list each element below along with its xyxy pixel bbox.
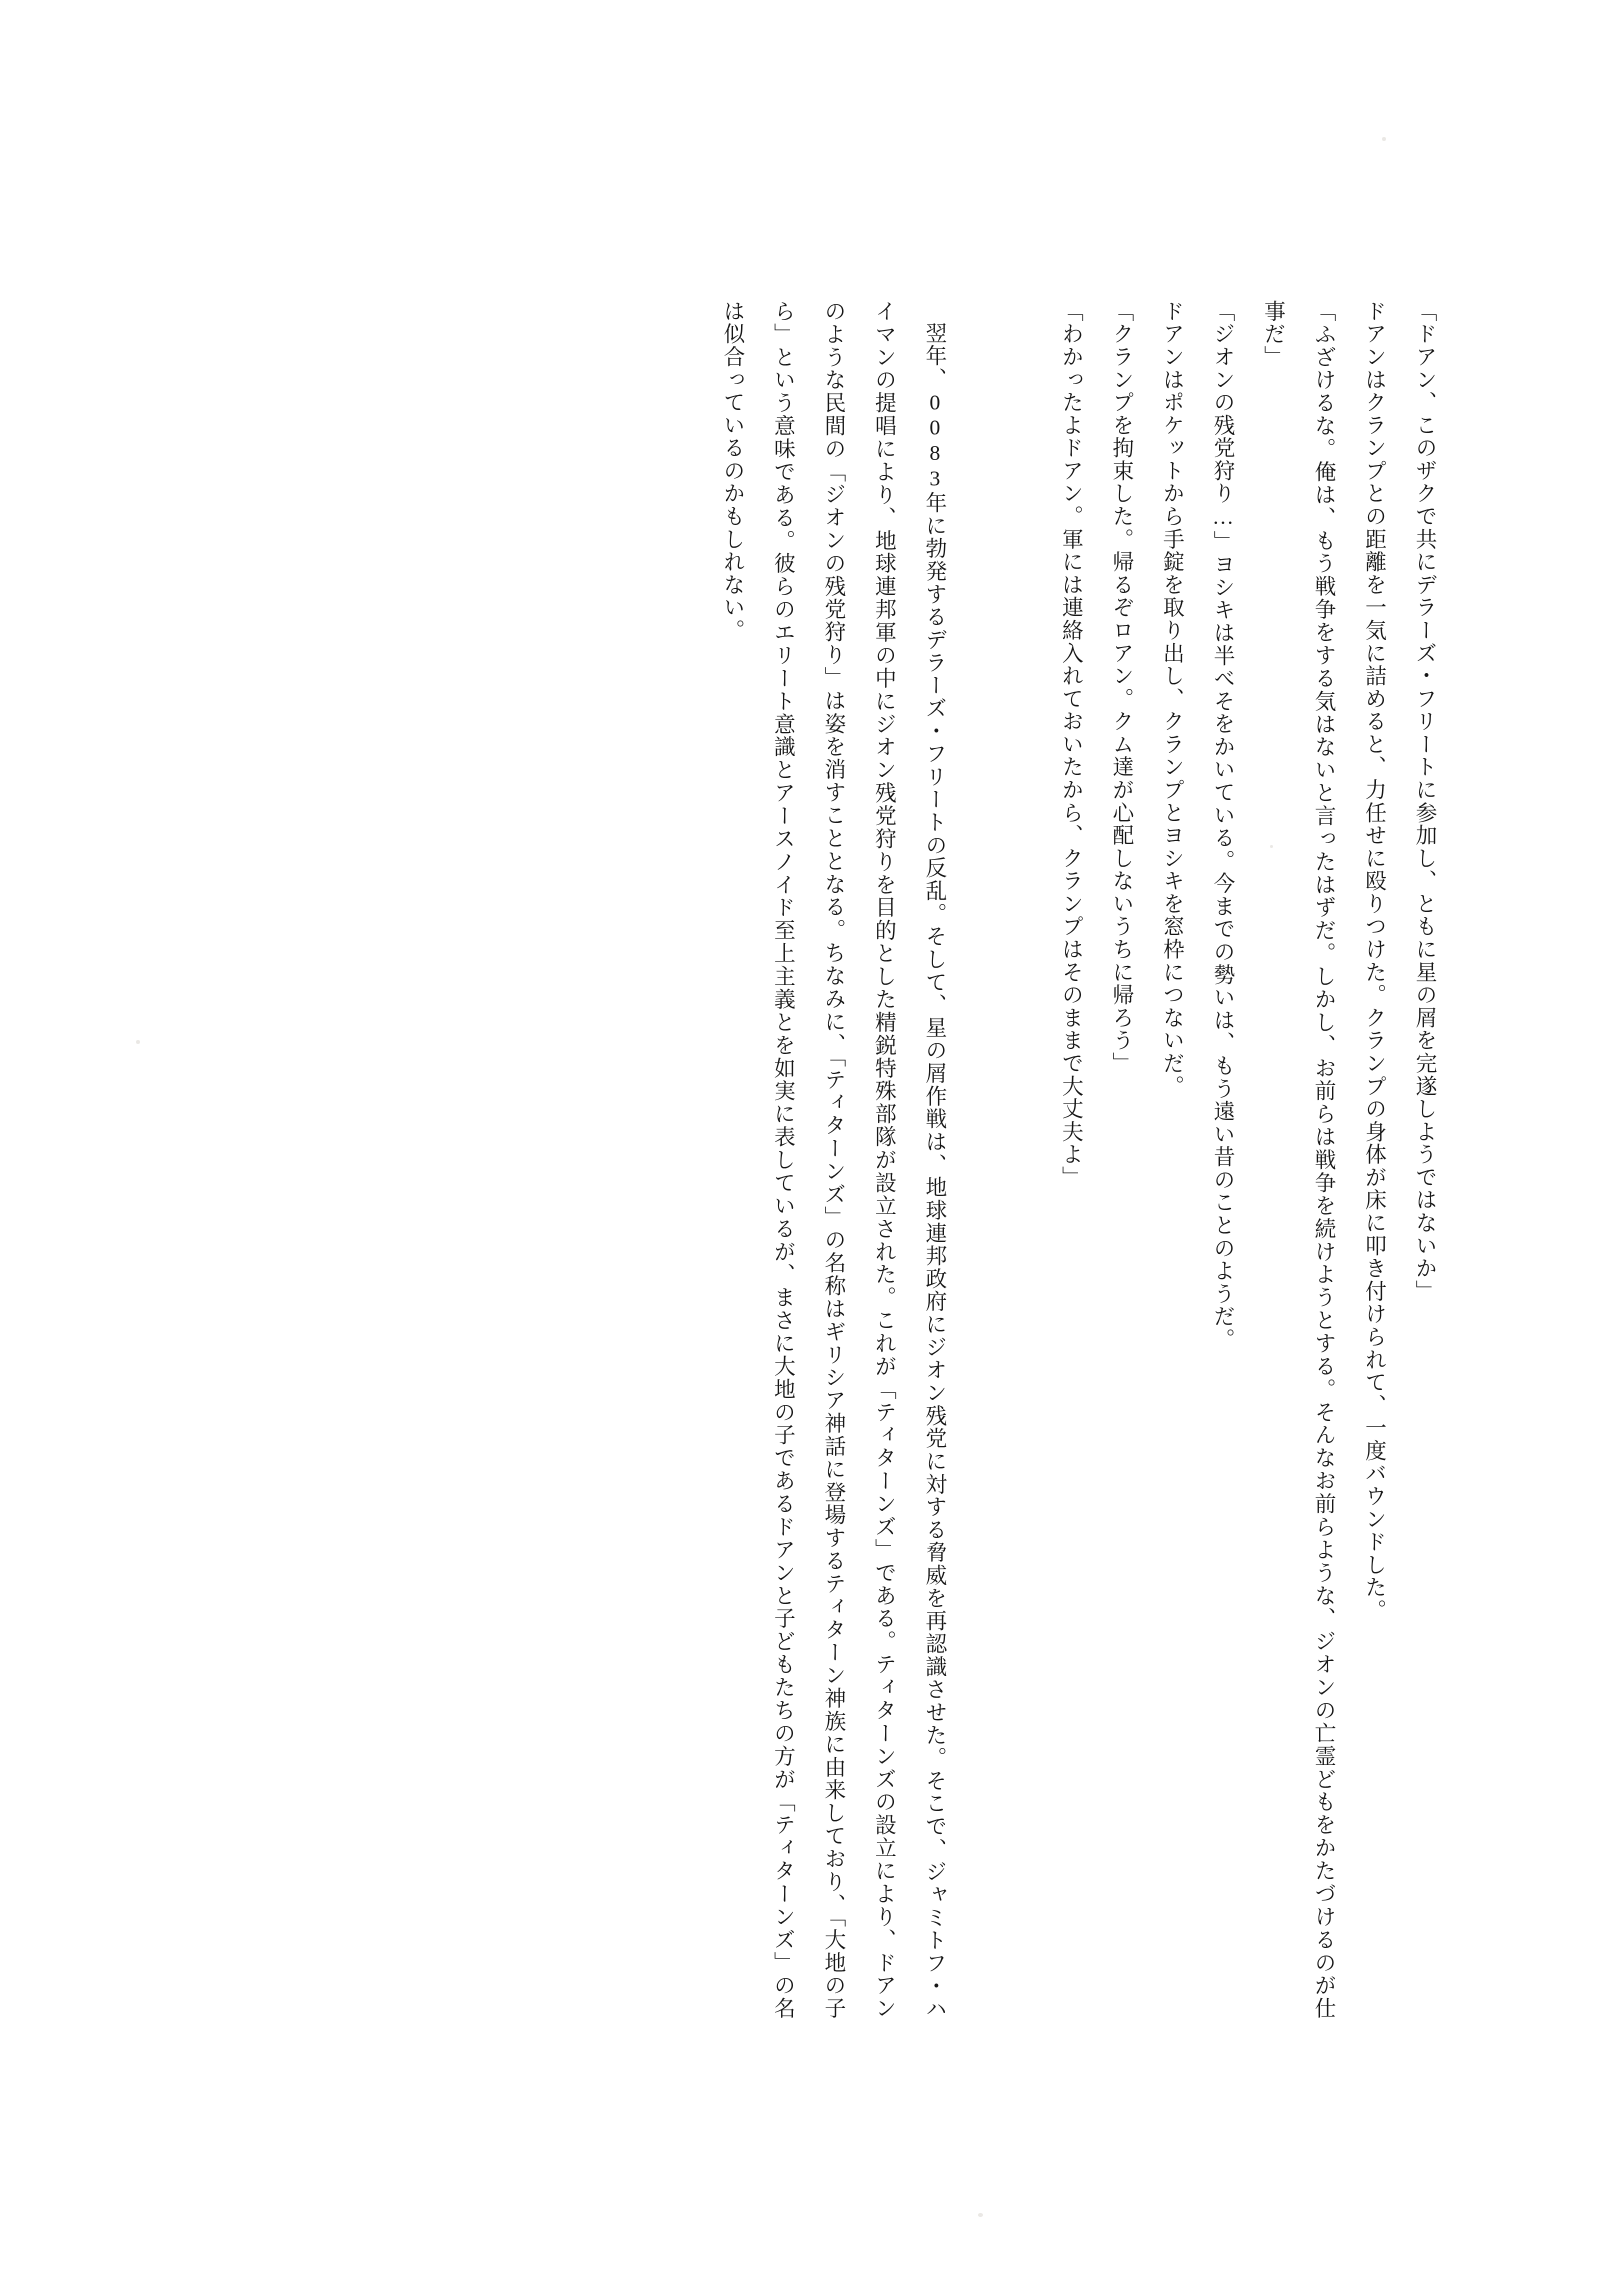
paper-speck [978,2213,983,2217]
paragraph: 「ふざけるな。俺は、もう戦争をする気はないと言ったはずだ。しかし、お前らは戦争を続けようとする。そんなお前らような、ジオンの亡霊どもをかたづけるのが仕事だ」 [1261,300,1336,2020]
paragraph: ドアンはクランプとの距離を一気に詰めると、力任せに殴りつけた。クランプの身体が床に叩き付けられて、一度バウンドした。 [1362,300,1387,1622]
paper-speck [136,1040,140,1044]
paragraph: 「わかったよドアン。軍には連絡入れておいたから、クランプはそのままで大丈夫よ」 [1059,300,1084,1189]
paragraph: 「ドアン、このザクで共にデラーズ・フリートに参加し、ともに星の屑を完遂しようではないか」 [1413,300,1437,1303]
paragraph: 「クランプを拘束した。帰るぞロアン。クム達が心配しないうちに帰ろう」 [1109,300,1134,1075]
paper-speck [1382,137,1386,141]
section-break [960,300,1046,301]
paragraph: ドアンはポケットから手錠を取り出し、クランプとヨシキを窓枠につないだ。 [1160,300,1185,1098]
paragraph: 翌年、0083年に勃発するデラーズ・フリートの反乱。そして、星の屑作戦は、地球連邦政府にジオン残党に対する脅威を再認識させた。そこで、ジャミトフ・ハイマンの提唱により、地球連邦軍の中にジオン残党狩りを目的とした精鋭特殊部隊が設立された。これが「ティターンズ」である。ティターンズの設立により、ドアンのような民間の「ジオンの残党狩り」は姿を消すこととなる。ちなみに、「ティターンズ」の名称はギリシア神話に登場するティターン神族に由来しており、「大地の子ら」という意味である。彼らのエリート意識とアースノイド至上主義とを如実に表しているが、まさに大地の子であるドアンと子どもたちの方が「ティターンズ」の名は似合っているのかもしれない。 [720,300,947,2020]
vertical-text-body [170,300,1450,2020]
paragraph: 「ジオンの残党狩り…」ヨシキは半べそをかいている。今までの勢いは、もう遠い昔のことのようだ。 [1210,300,1235,1351]
